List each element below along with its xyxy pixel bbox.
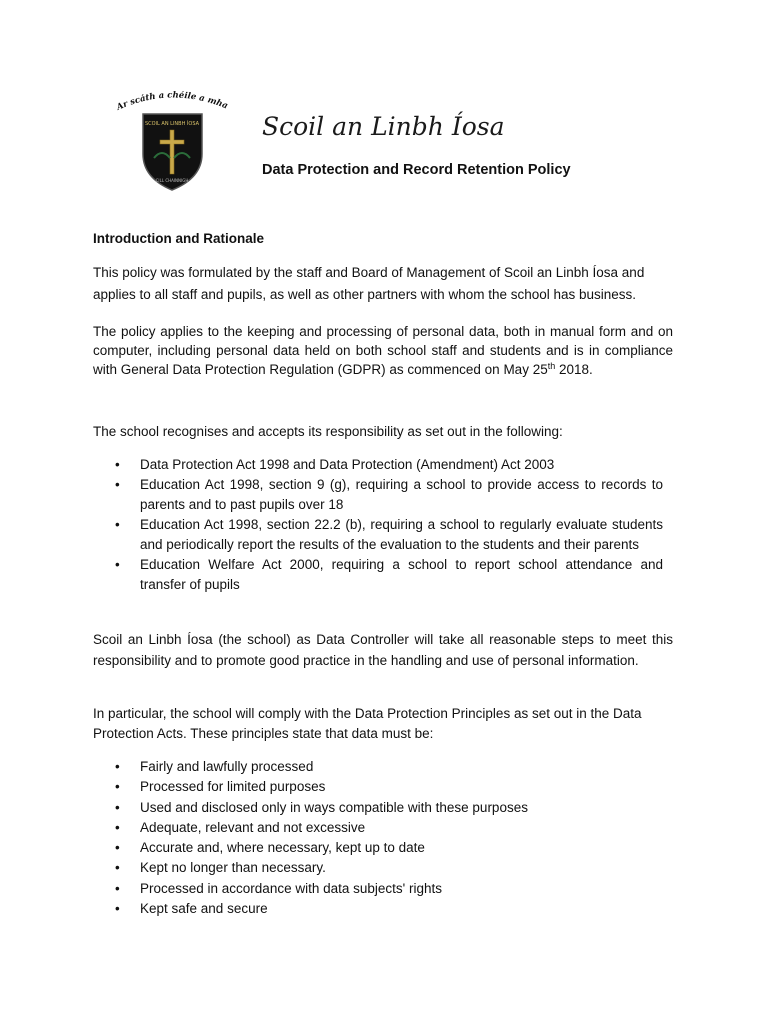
list-item: • Education Act 1998, section 22.2 (b), requiring a school to regularly evaluate students and periodically report the results of the evaluation to the students and their parents [93,515,673,555]
list-item: • Used and disclosed only in ways compatible with these purposes [93,798,673,818]
paragraph-responsibility: The school recognises and accepts its responsibility as set out in the following: [93,424,563,439]
list-item: • Kept no longer than necessary. [93,858,673,878]
paragraph-formulation: This policy was formulated by the staff and Board of Management of Scoil an Linbh Íosa and applies to all staff and pupils, as well as other partners with whom the school has business. [93,265,645,302]
policy-title: Data Protection and Record Retention Policy [262,162,571,178]
list-item: • Accurate and, where necessary, kept up to date [93,838,673,858]
section-heading: Introduction and Rationale [93,231,264,246]
list-item: • Processed in accordance with data subjects' rights [93,879,673,899]
crest-text-bottom: CILL CHAINNIGH [155,178,189,183]
paragraph-scope-text: The policy applies to the keeping and processing of personal data, both in manual form and on computer, including personal data held on both school staff and students and is in compliance with General Data Protection Regulation (GDPR) as commenced on May 25 [93,324,673,377]
list-item: • Adequate, relevant and not excessive [93,818,673,838]
acts-list [93,455,673,595]
paragraph-data-controller: Scoil an Linbh Íosa (the school) as Data Controller will take all reasonable steps to meet this responsibility and to promote good practice in the handling and use of personal information. [93,632,673,668]
paragraph-scope-superscript: th [547,361,556,371]
school-crest-logo [110,88,235,193]
paragraph-scope-year: 2018. [559,362,593,377]
list-item: • Kept safe and secure [93,899,673,919]
crest-motto: Ar scáth a chéile a mha [115,90,230,113]
list-item: • Data Protection Act 1998 and Data Protection (Amendment) Act 2003 [93,455,673,475]
list-item: • Education Welfare Act 2000, requiring a school to report school attendance and transfer of pupils [93,555,673,595]
paragraph-principles-intro: In particular, the school will comply with the Data Protection Principles as set out in the Data Protection Acts. These principles state that data must be: [93,706,642,741]
list-item: • Fairly and lawfully processed [93,757,673,777]
list-item: • Education Act 1998, section 9 (g), requiring a school to provide access to records to parents and to past pupils over 18 [93,475,673,515]
school-name: Scoil an Linbh Íosa [262,112,505,141]
paragraph-scope [93,322,673,379]
crest-icon [110,88,235,193]
crest-text-top: SCOIL AN LINBH ÍOSA [144,121,200,127]
list-item: • Processed for limited purposes [93,777,673,797]
principles-list [93,757,673,919]
svg-text:Ar scáth a chéile a mhairimid [110,88,229,113]
